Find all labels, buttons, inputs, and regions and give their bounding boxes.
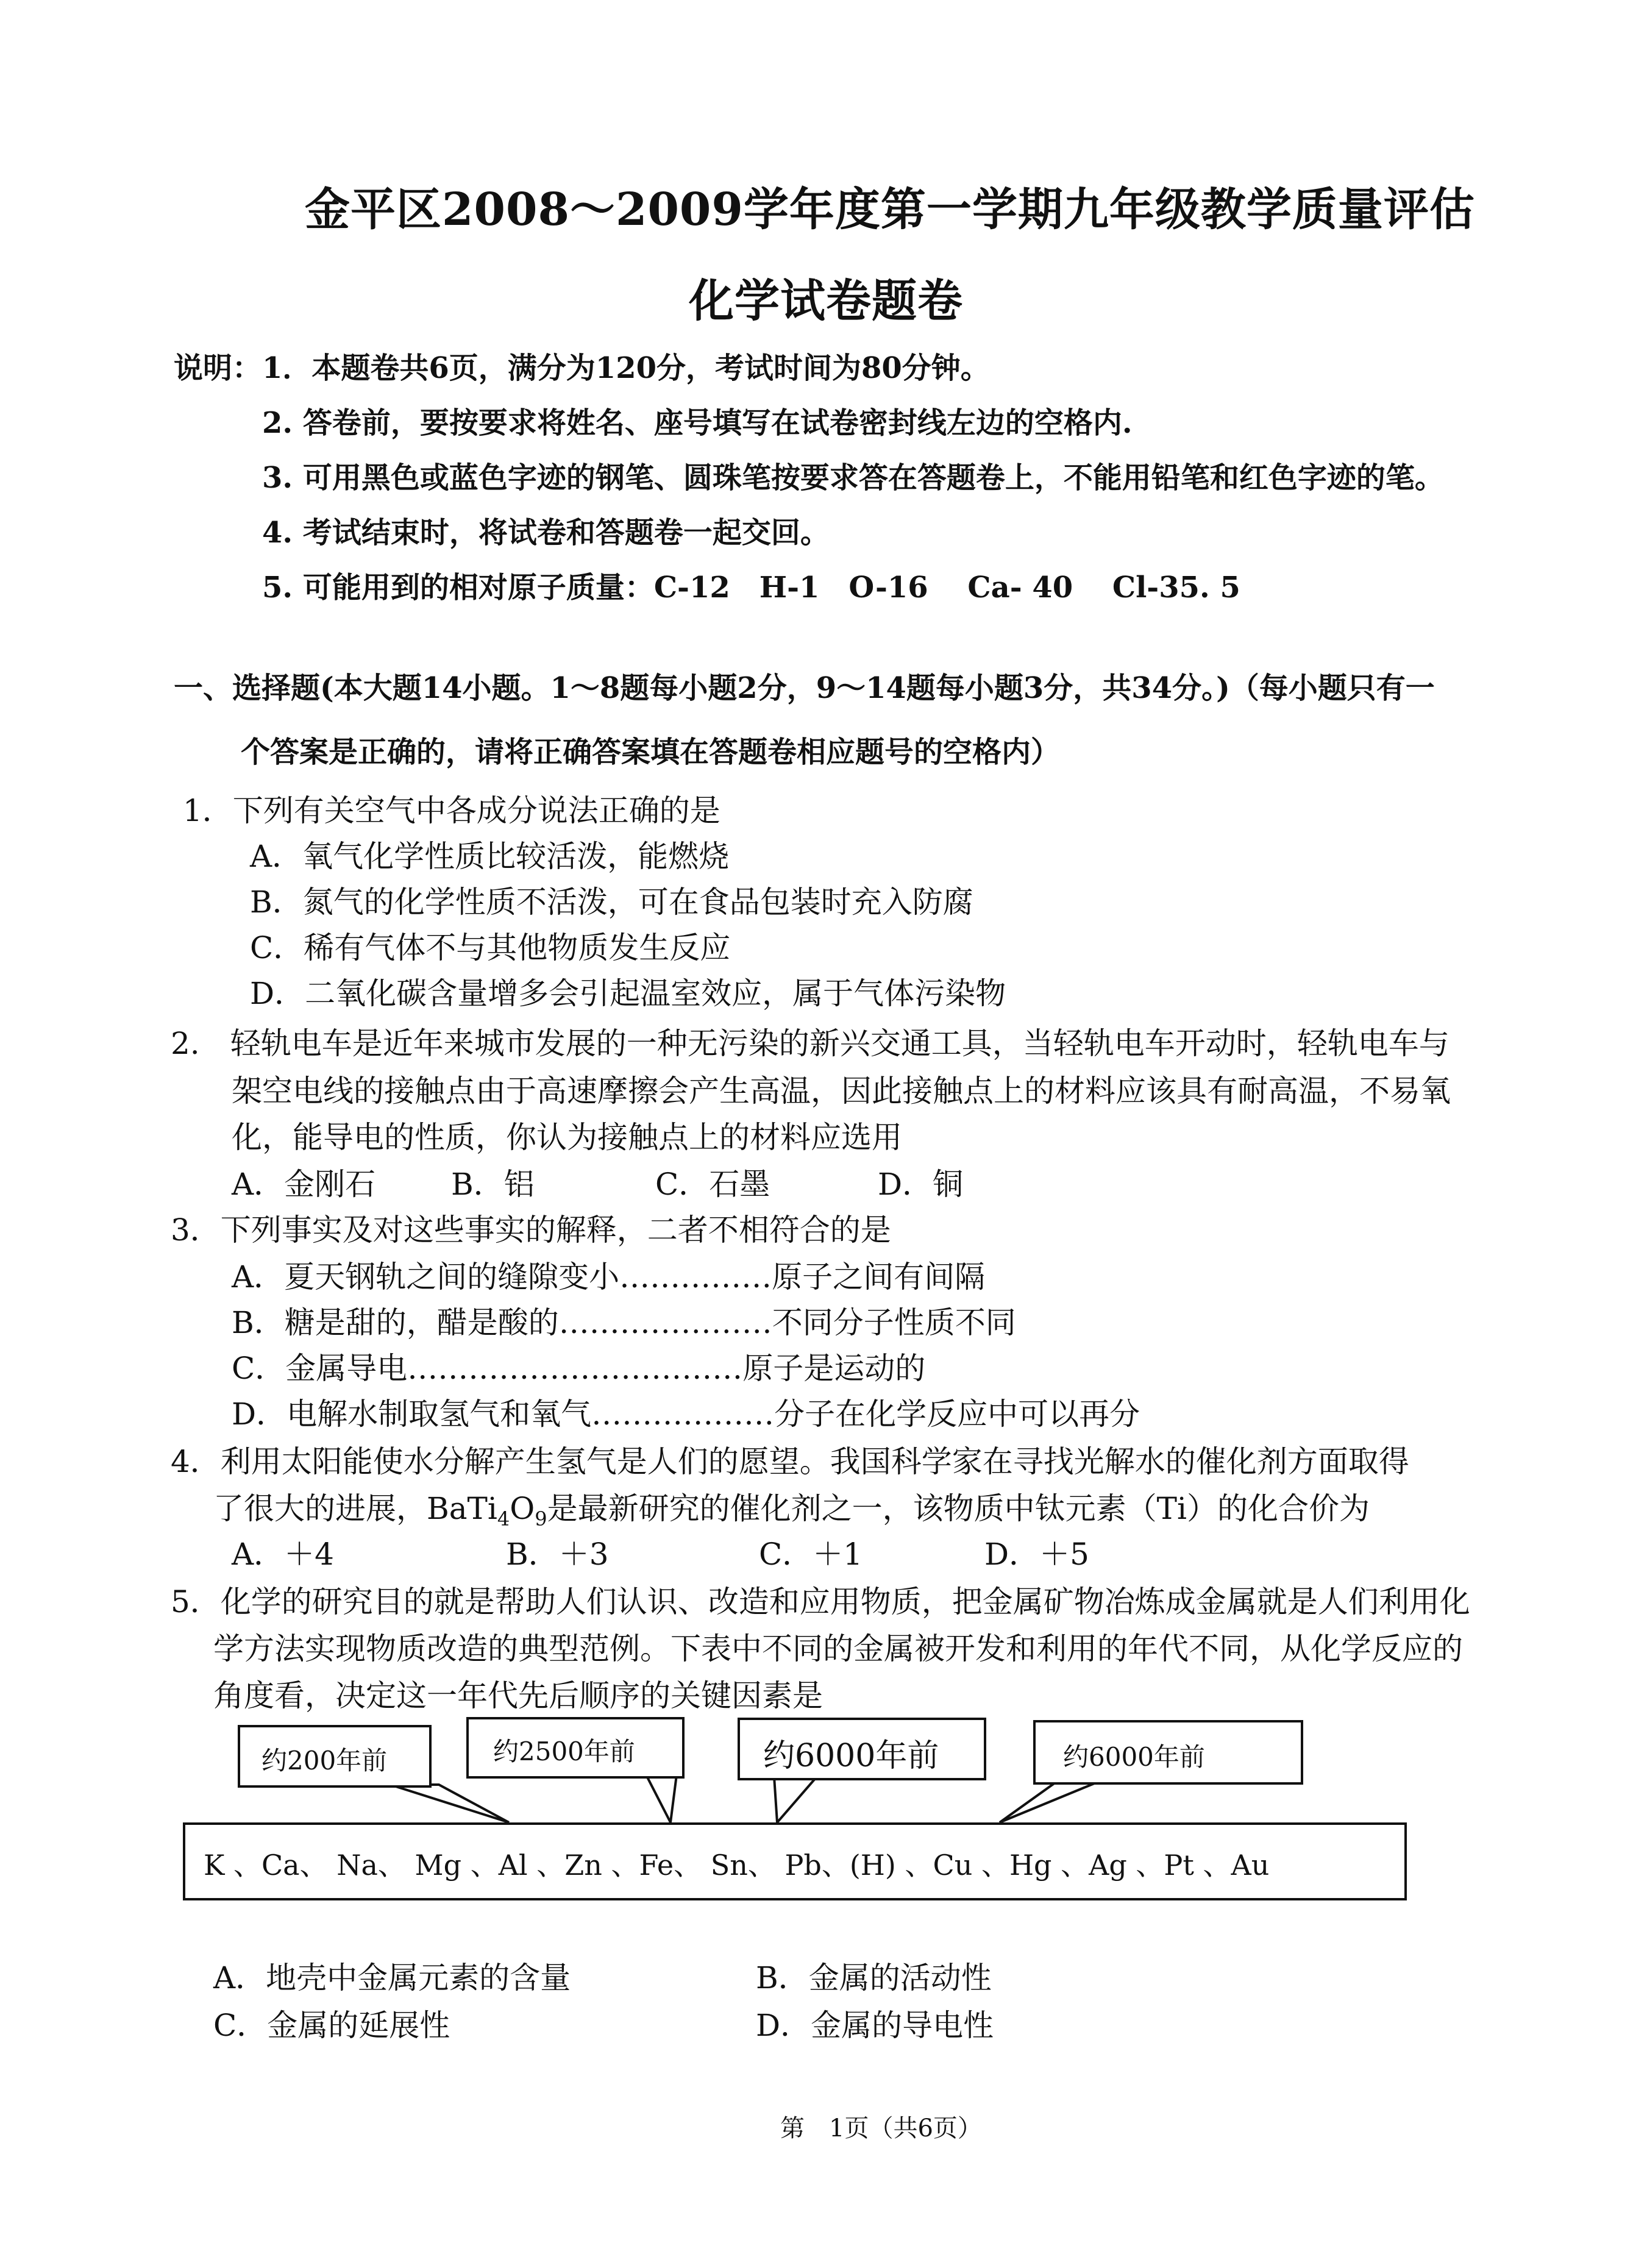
q3-option-a: A．夏天钢轨之间的缝隙变小……………原子之间有间隔 (232, 1259, 986, 1295)
q4-line-2-post: 是最新研究的催化剂之一，该物质中钛元素（Ti）的化合价为 (547, 1491, 1370, 1526)
q2-option-c: C．石墨 (655, 1167, 770, 1202)
q2-option-a: A．金刚石 (232, 1167, 376, 1202)
q4-line-1: 4．利用太阳能使水分解产生氢气是人们的愿望。我国科学家在寻找光解水的催化剂方面取得 (171, 1444, 1409, 1479)
q3-option-b: B．糖是甜的，醋是酸的…………………不同分子性质不同 (232, 1305, 1016, 1340)
q3-option-c: C．金属导电……………………………原子是运动的 (232, 1351, 926, 1386)
q2-line-3: 化，能导电的性质，你认为接触点上的材料应选用 (232, 1120, 902, 1155)
q3-option-d: D．电解水制取氢气和氧气………………分子在化学反应中可以再分 (232, 1396, 1140, 1432)
page-title: 金平区2008～2009学年度第一学期九年级教学质量评估 (305, 183, 1475, 236)
q4-formula-sub-1: 4 (497, 1507, 510, 1530)
q1-option-c: C．稀有气体不与其他物质发生反应 (250, 930, 731, 965)
q4-formula-sub-2: 9 (535, 1507, 547, 1530)
q1-stem: 1．下列有关空气中各成分说法正确的是 (183, 793, 720, 828)
q2-line-2: 架空电线的接触点由于高速摩擦会产生高温，因此接触点上的材料应该具有耐高温，不易氧 (232, 1073, 1451, 1109)
q5-option-b: B．金属的活动性 (756, 1960, 992, 1996)
metal-activity-series-box (183, 1822, 1407, 1900)
notes-prefix: 说明： (174, 351, 262, 385)
q5-option-c: C．金属的延展性 (213, 2008, 450, 2043)
callout-2500-years (466, 1717, 685, 1779)
q2-line-1: 2. 轻轨电车是近年来城市发展的一种无污染的新兴交通工具，当轻轨电车开动时，轻轨电车与 (171, 1026, 1450, 1061)
callout-6000-years-b (1033, 1720, 1303, 1785)
q5-line-1: 5．化学的研究目的就是帮助人们认识、改造和应用物质，把金属矿物冶炼成金属就是人们利用化 (171, 1584, 1470, 1619)
q5-line-3: 角度看，决定这一年代先后顺序的关键因素是 (213, 1678, 823, 1713)
callout-6000-years-a-label: 约6000年前 (763, 1738, 939, 1774)
callout-200-years (238, 1725, 432, 1788)
note-item-1: 1．本题卷共6页，满分为120分，考试时间为80分钟。 (262, 351, 990, 385)
callout-6000-years-a (738, 1718, 986, 1780)
note-item-5: 5. 可能用到的相对原子质量：C-12 H-1 O-16 Ca- 40 Cl-35. 5 (262, 571, 1240, 605)
q1-option-d: D．二氧化碳含量增多会引起温室效应，属于气体污染物 (250, 976, 1006, 1011)
q5-option-d: D．金属的导电性 (756, 2008, 994, 2043)
section-heading-cont: 个答案是正确的，请将正确答案填在答题卷相应题号的空格内） (241, 735, 1061, 769)
q5-option-a: A．地壳中金属元素的含量 (213, 1960, 571, 1996)
q1-option-b: B．氮气的化学性质不活泼，可在食品包装时充入防腐 (250, 884, 973, 920)
q4-line-2-pre: 了很大的进展，BaTi (213, 1491, 497, 1526)
note-item-3: 3. 可用黑色或蓝色字迹的钢笔、圆珠笔按要求答在答题卷上，不能用铅笔和红色字迹的笔。 (262, 461, 1444, 495)
q2-option-d: D．铜 (878, 1167, 964, 1202)
callout-6000-years-b-label: 约6000年前 (1063, 1742, 1205, 1772)
q4-option-a: A．＋4 (232, 1537, 334, 1572)
q4-option-c: C．＋1 (759, 1537, 863, 1572)
q1-option-a: A．氧气化学性质比较活泼，能燃烧 (250, 839, 730, 874)
callout-200-years-label: 约200年前 (261, 1746, 388, 1776)
note-item-2: 2. 答卷前，要按要求将姓名、座号填写在试卷密封线左边的空格内. (262, 406, 1133, 440)
q4-option-b: B．＋3 (506, 1537, 609, 1572)
q5-line-2: 学方法实现物质改造的典型范例。下表中不同的金属被开发和利用的年代不同，从化学反应的 (213, 1631, 1463, 1666)
page-number: 第 1页（共6页） (780, 2114, 982, 2142)
note-item-4: 4. 考试结束时，将试卷和答题卷一起交回。 (262, 516, 830, 550)
q3-stem: 3．下列事实及对这些事实的解释，二者不相符合的是 (171, 1212, 891, 1248)
q2-option-b: B．铝 (451, 1167, 535, 1202)
q4-formula-o: O (510, 1491, 535, 1526)
q4-option-d: D．＋5 (984, 1537, 1089, 1572)
page-subtitle: 化学试卷题卷 (689, 275, 963, 327)
section-heading: 一、选择题(本大题14小题。1～8题每小题2分，9～14题每小题3分，共34分。)（每小题只有一 (174, 671, 1435, 705)
metal-activity-series: K 、Ca、 Na、 Mg 、Al 、Zn 、Fe、 Sn、 Pb、(H) 、Cu 、Hg 、Ag 、Pt 、Au (204, 1849, 1270, 1882)
callout-2500-years-label: 约2500年前 (493, 1737, 635, 1766)
